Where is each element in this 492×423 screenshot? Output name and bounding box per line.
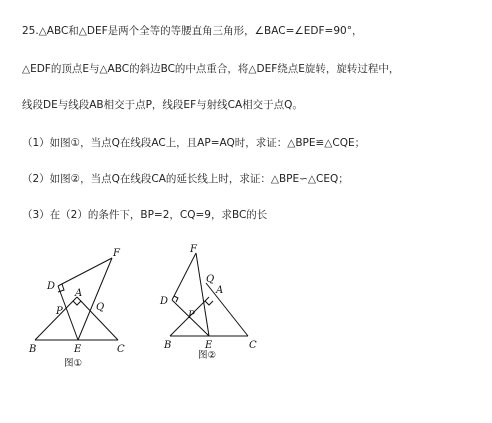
fig1-label-b: B xyxy=(29,344,37,355)
fig2-label-a: A xyxy=(216,285,224,296)
fig2-segment-cq xyxy=(206,283,248,336)
fig1-label-f: F xyxy=(113,248,120,259)
fig2-caption: 图② xyxy=(198,350,217,361)
question-part-1: （1）如图①，当点Q在线段AC上，且AP=AQ时，求证：△BPE≌△CQE； xyxy=(22,137,366,149)
fig2-label-f: F xyxy=(190,244,197,255)
fig1-label-d: D xyxy=(47,281,56,292)
fig1-right-angle-a xyxy=(73,301,81,305)
fig2-right-angle-d xyxy=(174,296,178,302)
question-part-3: （3）在（2）的条件下，BP=2，CQ=9，求BC的长 xyxy=(22,209,268,221)
fig1-segment-df xyxy=(58,258,112,286)
problem-statement-line-1: 25.△ABC和△DEF是两个全等的等腰直角三角形，∠BAC=∠EDF=90°， xyxy=(22,25,363,37)
fig1-segment-ab xyxy=(35,297,77,340)
fig2-label-p: P xyxy=(188,310,195,321)
figure-1-labels xyxy=(28,248,125,369)
figure-2-labels xyxy=(159,244,257,361)
fig1-label-a: A xyxy=(75,288,83,299)
fig2-label-c: C xyxy=(249,340,257,351)
fig2-label-e: E xyxy=(205,340,213,351)
figure-2 xyxy=(170,253,248,336)
fig1-label-q: Q xyxy=(96,302,105,313)
problem-statement-line-2: △EDF的顶点E与△ABC的斜边BC的中点重合，将△DEF绕点E旋转，旋转过程中， xyxy=(22,63,400,75)
fig2-segment-df xyxy=(172,253,196,300)
fig1-caption: 图① xyxy=(64,358,83,369)
figure-1 xyxy=(35,258,118,340)
fig1-label-c: C xyxy=(117,344,125,355)
question-part-2: （2）如图②，当点Q在线段CA的延长线上时，求证：△BPE∽△CEQ； xyxy=(22,173,349,185)
fig2-label-d: D xyxy=(160,296,169,307)
fig2-right-angle-a xyxy=(205,301,213,305)
fig2-segment-ef xyxy=(196,253,209,336)
fig2-label-q: Q xyxy=(206,274,215,285)
fig1-label-e: E xyxy=(74,344,82,355)
problem-statement-line-3: 线段DE与线段AB相交于点P，线段EF与射线CA相交于点Q。 xyxy=(22,99,303,111)
fig2-label-b: B xyxy=(164,340,172,351)
fig1-label-p: P xyxy=(56,306,63,317)
